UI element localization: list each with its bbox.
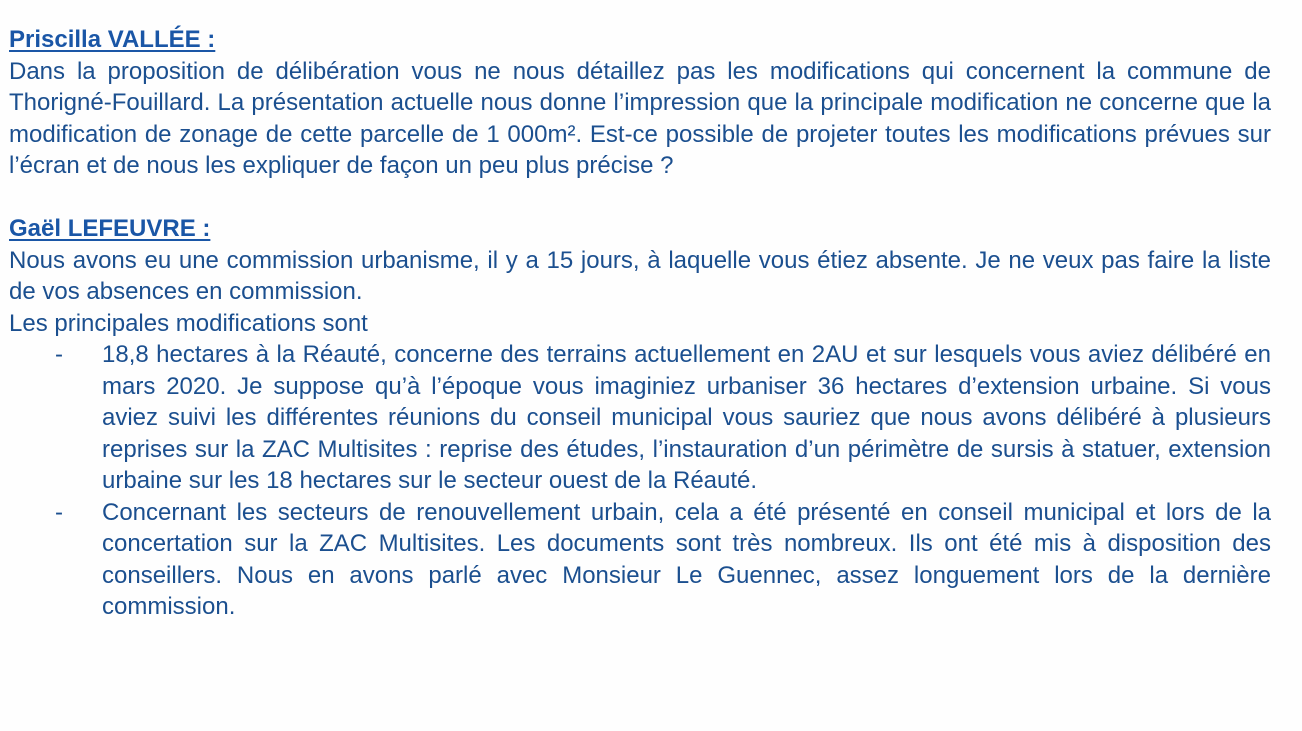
speech-paragraph: Nous avons eu une commission urbanisme, il y a 15 jours, à laquelle vous étiez absente. Je ne veux pas faire la liste de vos absences en commission.: [9, 246, 1271, 305]
paragraph-spacer: [9, 182, 1271, 214]
list-item-text: 18,8 hectares à la Réauté, concerne des terrains actuellement en 2AU et sur lesquels vous aviez délibéré en mars 2020. Je suppose qu’à l’époque vous imaginiez urbaniser 36 hectares d’extension urbaine. Si vous aviez suivi les différentes réunions du conseil municipal vous sauriez que nous avons délibéré à plusieurs reprises sur la ZAC Multisites : reprise des études, l’instauration d’un périmètre de sursis à statuer, extension urbaine sur les 18 hectares sur le secteur ouest de la Réauté.: [102, 341, 1271, 494]
speech-block-gael-lefeuvre: [9, 213, 1271, 623]
speaker-name: Gaël LEFEUVRE :: [9, 215, 211, 242]
speaker-name: Priscilla VALLÉE :: [9, 26, 216, 53]
list-item: [9, 497, 1271, 623]
list-item: [9, 339, 1271, 497]
speech-paragraph: Dans la proposition de délibération vous ne nous détaillez pas les modifications qui concernent la commune de Thorigné-Fouillard. La présentation actuelle nous donne l’impression que la principale modification ne concerne que la modification de zonage de cette parcelle de 1 000m². Est-ce possible de projeter toutes les modifications prévues sur l’écran et de nous les expliquer de façon un peu plus précise ?: [9, 57, 1271, 179]
list-item-text: Concernant les secteurs de renouvellement urbain, cela a été présenté en conseil municipal et lors de la concertation sur la ZAC Multisites. Les documents sont très nombreux. Ils ont été mis à disposition des conseillers. Nous en avons parlé avec Monsieur Le Guennec, assez longuement lors de la dernière commission.: [102, 498, 1271, 620]
list-dash: -: [55, 341, 63, 368]
modifications-list: [9, 339, 1271, 623]
list-dash: -: [55, 498, 63, 526]
transcript-content: [9, 24, 1271, 623]
speech-block-priscilla-vallee: [9, 24, 1271, 182]
list-intro: Les principales modifications sont: [9, 309, 368, 337]
